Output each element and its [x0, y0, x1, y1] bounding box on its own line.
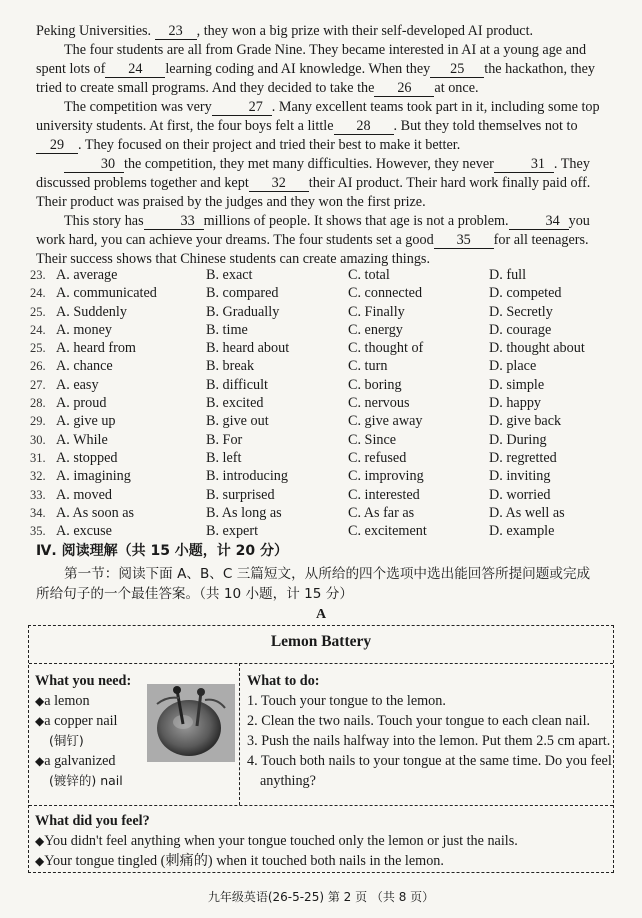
option-c: C. refused — [348, 449, 407, 466]
question-number: 25. — [30, 341, 46, 356]
lemon-with-nails-photo — [147, 684, 235, 762]
option-b: B. As long as — [206, 504, 282, 521]
question-number: 34. — [30, 505, 46, 520]
option-a: A. heard from — [56, 340, 136, 357]
option-row — [30, 504, 620, 522]
question-number: 23. — [30, 268, 46, 282]
option-c: C. Finally — [348, 303, 405, 320]
option-d: D. thought about — [489, 340, 585, 357]
option-row — [30, 394, 620, 412]
options-list — [30, 266, 620, 540]
question-number: 32. — [30, 469, 46, 484]
todo-step: 1. Touch your tongue to the lemon. — [247, 693, 446, 709]
section-title: Ⅳ. 阅读理解（共 15 小题，计 20 分） — [36, 543, 289, 559]
option-row — [30, 266, 620, 284]
option-b: B. expert — [206, 523, 259, 540]
box-title: Lemon Battery — [270, 633, 372, 650]
divider — [239, 663, 240, 805]
blank-28: 28 — [334, 118, 394, 135]
blank-26: 26 — [374, 80, 434, 97]
diamond-bullet-icon: ◆ — [35, 854, 45, 868]
option-a: A. moved — [56, 486, 112, 503]
option-c: C. give away — [348, 413, 423, 430]
need-item-note: (铜钉) — [49, 733, 84, 748]
option-d: D. example — [489, 523, 555, 540]
blank-35: 35 — [434, 232, 494, 249]
option-b: B. introducing — [206, 468, 288, 485]
todo-heading: What to do: — [247, 673, 320, 689]
option-row — [30, 357, 620, 375]
need-heading: What you need: — [35, 673, 132, 689]
feel-heading: What did you feel? — [35, 813, 150, 829]
feel-item: ◆Your tongue tingled (刺痛的) when it touched both nails in the lemon. — [35, 853, 444, 869]
option-d: D. courage — [489, 321, 552, 338]
option-b: B. give out — [206, 413, 269, 430]
option-c: C. thought of — [348, 340, 424, 357]
section-instructions: 第一节：阅读下面 A、B、C 三篇短文，从所给的四个选项中选出能回答所提问题或完成 — [64, 566, 591, 582]
passage-line: Their product was praised by the judges and they won the first prize. — [36, 194, 426, 210]
option-a: A. give up — [56, 413, 116, 430]
question-number: 28. — [30, 396, 46, 411]
question-number: 29. — [30, 414, 46, 429]
passage-line: 29 . They focused on their project and tried their best to make it better. — [36, 136, 608, 155]
lemon-battery-box — [28, 625, 614, 873]
blank-31: 31 — [494, 156, 554, 173]
option-a: A. Suddenly — [56, 303, 127, 320]
option-a: A. As soon as — [56, 504, 135, 521]
question-number: 35. — [30, 524, 46, 539]
question-number: 27. — [30, 377, 46, 392]
diamond-bullet-icon: ◆ — [35, 694, 45, 708]
option-b: B. difficult — [206, 376, 269, 393]
option-a: A. communicated — [56, 285, 157, 302]
option-row — [30, 321, 620, 339]
question-number: 30. — [30, 432, 46, 447]
option-a: A. easy — [56, 376, 99, 393]
option-a: A. excuse — [56, 523, 112, 540]
option-d: D. inviting — [489, 468, 551, 485]
blank-25: 25 — [430, 61, 484, 78]
option-b: B. compared — [206, 285, 279, 302]
question-number: 25. — [30, 304, 46, 319]
need-item: ◆a copper nail — [35, 713, 118, 729]
todo-step: 2. Clean the two nails. Touch your tongue to each clean nail. — [247, 713, 591, 729]
option-row — [30, 303, 620, 321]
option-row — [30, 522, 620, 540]
passage-line: tried to create small programs. And they decided to take the 26 at once. — [36, 80, 479, 96]
option-row — [30, 431, 620, 449]
option-b: B. For — [206, 431, 243, 448]
passage-line: Their success shows that Chinese students can create amazing things. — [36, 251, 430, 267]
blank-27: 27 — [212, 99, 272, 116]
todo-step: 3. Push the nails halfway into the lemon. Put them 2.5 cm apart. — [247, 733, 611, 749]
option-c: C. nervous — [348, 395, 410, 412]
option-c: C. interested — [348, 486, 420, 503]
need-item-note: (镀锌的) nail — [49, 773, 123, 788]
option-d: D. full — [489, 267, 527, 283]
divider — [29, 805, 613, 806]
option-b: B. left — [206, 449, 242, 466]
option-b: B. break — [206, 358, 255, 375]
section-instructions: 所给句子的一个最佳答案。（共 10 小题，计 15 分） — [36, 586, 353, 602]
option-b: B. exact — [206, 267, 253, 283]
blank-24: 24 — [105, 61, 165, 78]
todo-step-cont: anything? — [260, 773, 316, 789]
option-d: D. regretted — [489, 449, 557, 466]
page-footer: 九年级英语(26-5-25) 第 2 页 （共 8 页） — [207, 890, 435, 904]
need-item: ◆a galvanized — [35, 753, 116, 769]
option-d: D. simple — [489, 376, 545, 393]
passage-line: This story has 33 millions of people. It shows that age is not a problem. 34 you — [64, 213, 590, 229]
blank-34: 34 — [509, 213, 569, 230]
blank-29: 29 — [36, 137, 78, 154]
option-c: C. turn — [348, 358, 388, 375]
passage-label: A — [316, 607, 327, 622]
option-a: A. money — [56, 321, 112, 338]
feel-item: ◆You didn't feel anything when your tongue touched only the lemon or just the nails. — [35, 833, 518, 849]
blank-32: 32 — [249, 175, 309, 192]
option-row — [30, 449, 620, 467]
option-b: B. surprised — [206, 486, 275, 503]
question-number: 26. — [30, 359, 46, 374]
question-number: 24. — [30, 286, 46, 301]
option-d: D. give back — [489, 413, 562, 430]
diamond-bullet-icon: ◆ — [35, 754, 45, 768]
option-b: B. Gradually — [206, 303, 280, 320]
option-d: D. place — [489, 358, 537, 375]
option-row — [30, 284, 620, 302]
todo-step: 4. Touch both nails to your tongue at the same time. Do you feel — [247, 753, 612, 769]
option-d: D. Secretly — [489, 303, 553, 320]
question-number: 24. — [30, 322, 46, 337]
passage-line: discussed problems together and kept 32 their AI product. Their hard work finally paid off. — [36, 175, 591, 191]
option-a: A. While — [56, 431, 108, 448]
option-b: B. time — [206, 321, 248, 338]
passage-line: spent lots of 24 learning coding and AI knowledge. When they 25 the hackathon, they — [36, 61, 595, 77]
passage-line: The four students are all from Grade Nine. They became interested in AI at a young age and — [64, 42, 587, 58]
need-item: ◆a lemon — [35, 693, 90, 709]
blank-33: 33 — [144, 213, 204, 230]
passage-line: 30 the competition, they met many difficulties. However, they never 31 . They — [36, 155, 608, 174]
option-c: C. total — [348, 267, 390, 283]
option-row — [30, 486, 620, 504]
option-d: D. competed — [489, 285, 562, 302]
option-row — [30, 339, 620, 357]
option-d: D. happy — [489, 395, 542, 412]
blank-23: 23 — [155, 23, 197, 40]
option-a: A. chance — [56, 358, 113, 375]
option-row — [30, 376, 620, 394]
option-a: A. proud — [56, 395, 107, 412]
option-a: A. average — [56, 267, 118, 283]
passage-line: The competition was very 27 . Many excellent teams took part in it, including some top — [64, 99, 600, 115]
option-c: C. connected — [348, 285, 423, 302]
option-a: A. stopped — [56, 449, 118, 466]
option-a: A. imagining — [56, 468, 131, 485]
option-b: B. heard about — [206, 340, 290, 357]
option-c: C. boring — [348, 376, 402, 393]
passage-line: university students. At first, the four boys felt a little 28 . But they told themselves not to — [36, 118, 578, 134]
option-c: C. As far as — [348, 504, 415, 521]
divider — [29, 663, 613, 664]
option-b: B. excited — [206, 395, 264, 412]
option-c: C. improving — [348, 468, 424, 485]
blank-30: 30 — [64, 156, 124, 173]
option-c: C. excitement — [348, 523, 427, 540]
diamond-bullet-icon: ◆ — [35, 834, 45, 848]
question-number: 33. — [30, 487, 46, 502]
option-row — [30, 467, 620, 485]
option-d: D. During — [489, 431, 547, 448]
question-number: 31. — [30, 450, 46, 465]
option-c: C. Since — [348, 431, 397, 448]
passage-line: Peking Universities. 23 , they won a big prize with their self-developed AI product. — [36, 23, 534, 39]
option-row — [30, 412, 620, 430]
passage-line: work hard, you can achieve your dreams. The four students set a good 35 for all teenagers. — [36, 232, 589, 248]
option-d: D. worried — [489, 486, 551, 503]
diamond-bullet-icon: ◆ — [35, 714, 45, 728]
option-d: D. As well as — [489, 504, 565, 521]
option-c: C. energy — [348, 321, 403, 338]
